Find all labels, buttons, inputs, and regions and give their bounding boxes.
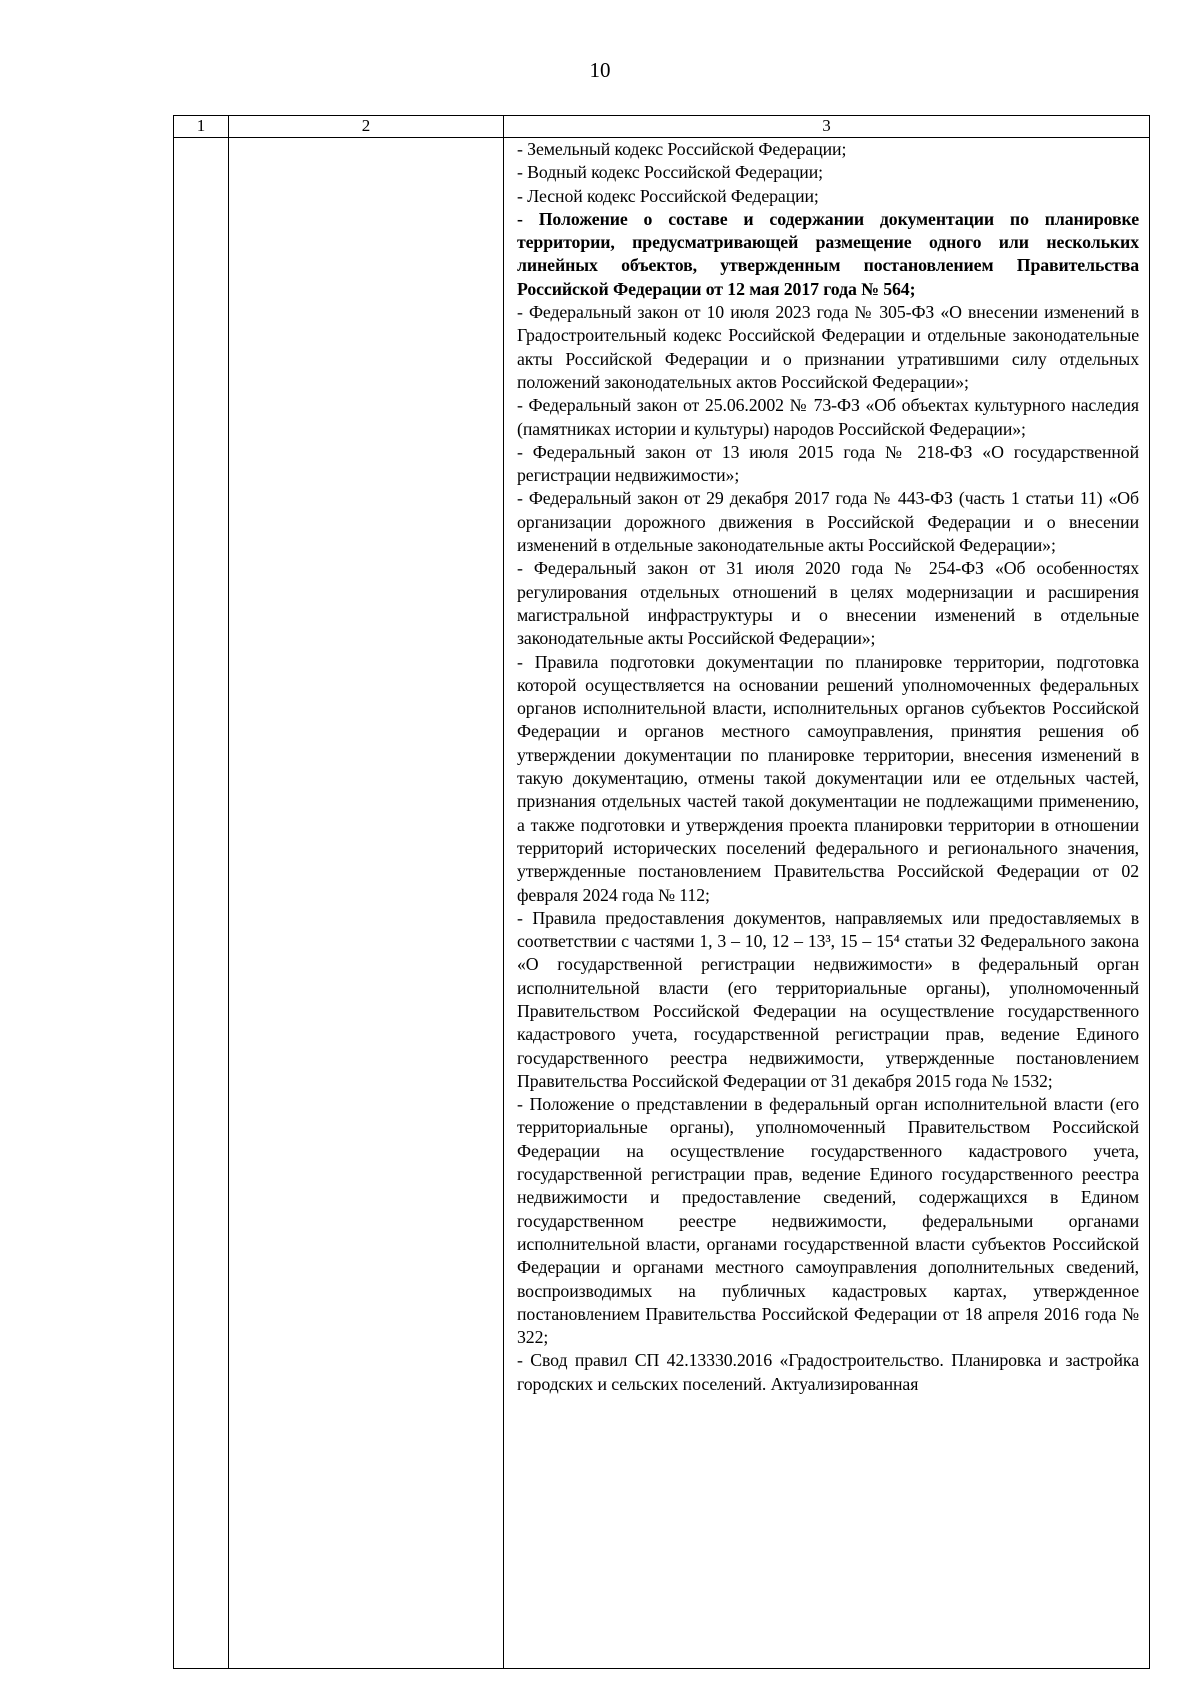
column-header-2: 2 [229, 116, 504, 138]
legal-act-item: - Положение о составе и содержании документации по планировке территории, предусматривающей размещение одного или нескольких линейных объектов, утвержденным постановлением Правительства Российской Федерации от 12 мая 2017 года № 564; [517, 208, 1139, 299]
cell-col2 [229, 138, 504, 1669]
legal-act-item: - Федеральный закон от 31 июля 2020 года № 254-ФЗ «Об особенностях регулирования отдельных отношений в целях модернизации и расширения магистральной инфраструктуры и о внесении изменений в отдельные законодательные акты Российской Федерации»; [517, 558, 1139, 649]
column-header-1: 1 [174, 116, 229, 138]
cell-col1 [174, 138, 229, 1669]
cell-col3 [504, 138, 1150, 1669]
page-number: 10 [589, 58, 611, 82]
table-header-row [174, 116, 1150, 138]
legal-act-item: - Лесной кодекс Российской Федерации; [517, 185, 819, 206]
legal-act-item: - Свод правил СП 42.13330.2016 «Градостроительство. Планировка и застройка городских и сельских поселений. Актуализированная [517, 1350, 1139, 1394]
legal-act-item: - Водный кодекс Российской Федерации; [517, 162, 823, 183]
table-row [174, 138, 1150, 1669]
legal-act-item: - Правила подготовки документации по планировке территории, подготовка которой осуществляется на основании решений уполномоченных федеральных органов исполнительной власти, исполнительных органов субъектов Российской Федерации и органов местного самоуправления, принятия решения об утверждении документации по планировке территории, внесения изменений в такую документацию, отмены такой документации или ее отдельных частей, признания отдельных частей такой документации не подлежащими применению, а также подготовки и утверждения проекта планировки территории в отношении территорий исторических поселений федерального и регионального значения, утвержденные постановлением Правительства Российской Федерации от 02 февраля 2024 года № 112; [517, 651, 1139, 905]
legal-act-item: - Федеральный закон от 13 июля 2015 года № 218-ФЗ «О государственной регистрации недвижимости»; [517, 441, 1139, 486]
legal-act-item: - Правила предоставления документов, направляемых или предоставляемых в соответствии с частями 1, 3 – 10, 12 – 13³, 15 – 15⁴ статьи 32 Федерального закона «О государственной регистрации недвижимости» в федеральный орган исполнительной власти (его территориальные органы), уполномоченный Правительством Российской Федерации на осуществление государственного кадастрового учета, государственной регистрации прав, ведение Единого государственного реестра недвижимости, утвержденные постановлением Правительства Российской Федерации от 31 декабря 2015 года № 1532; [517, 907, 1139, 1091]
legal-act-item: - Федеральный закон от 25.06.2002 № 73-ФЗ «Об объектах культурного наследия (памятниках истории и культуры) народов Российской Федерации»; [517, 395, 1139, 439]
document-table [173, 115, 1150, 1669]
column-header-3: 3 [504, 116, 1150, 138]
legal-act-item: - Земельный кодекс Российской Федерации; [517, 139, 847, 159]
legal-act-item: - Положение о представлении в федеральный орган исполнительной власти (его территориальные органы), уполномоченный Правительством Российской Федерации на осуществление государственного кадастрового учета, государственной регистрации прав, ведение Единого государственного реестра недвижимости и предоставление сведений, содержащихся в Едином государственном реестре недвижимости, федеральными органами исполнительной власти, органами государственной власти субъектов Российской Федерации и органами местного самоуправления дополнительных сведений, воспроизводимых на публичных кадастровых картах, утвержденное постановлением Правительства Российской Федерации от 18 апреля 2016 года № 322; [517, 1094, 1139, 1348]
legal-acts-list [504, 138, 1149, 1668]
legal-act-item: - Федеральный закон от 10 июля 2023 года № 305-ФЗ «О внесении изменений в Градостроительный кодекс Российской Федерации и отдельные законодательные акты Российской Федерации и о признании утратившими силу отдельных положений законодательных актов Российской Федерации»; [517, 302, 1139, 392]
legal-act-item: - Федеральный закон от 29 декабря 2017 года № 443-ФЗ (часть 1 статьи 11) «Об организации дорожного движения в Российской Федерации и о внесении изменений в отдельные законодательные акты Российской Федерации»; [517, 488, 1139, 556]
